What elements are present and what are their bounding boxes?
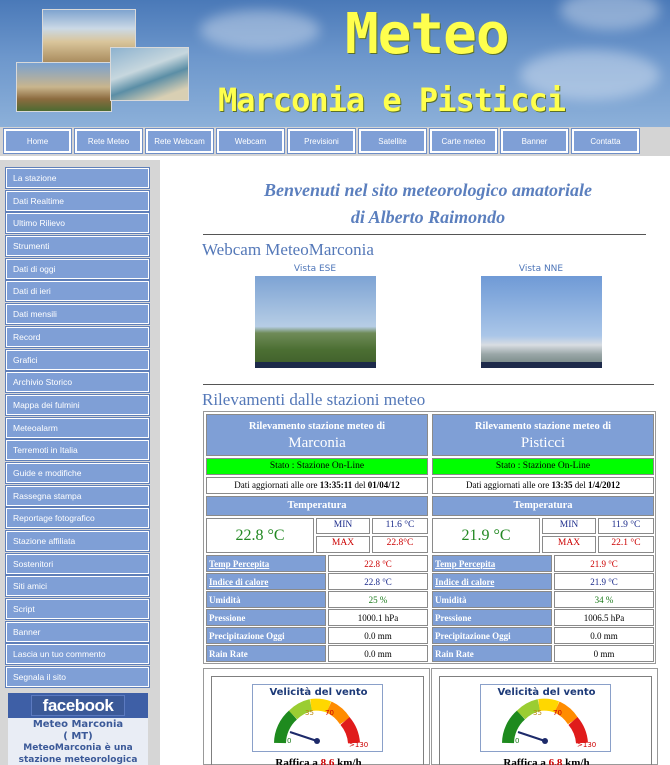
max-temperature: 22.1 °C bbox=[598, 536, 654, 553]
reading-value: 25 % bbox=[328, 591, 428, 608]
nav-home[interactable]: Home bbox=[4, 129, 71, 153]
reading-label: Precipitazione Oggi bbox=[432, 627, 552, 644]
gust-value: 6.8 bbox=[548, 757, 563, 765]
sidebar-item[interactable]: Dati di ieri bbox=[6, 281, 149, 301]
station-heading-label: Rilevamento stazione meteo di bbox=[474, 421, 612, 432]
sidebar-item[interactable]: Strumenti bbox=[6, 236, 149, 256]
nav-rete-meteo[interactable]: Rete Meteo bbox=[75, 129, 142, 153]
updated-time: 13:35 bbox=[551, 480, 573, 490]
webcam-nne-image[interactable] bbox=[481, 276, 602, 368]
fb-page-location: ( MT) bbox=[63, 731, 93, 742]
reading-value: 0.0 mm bbox=[328, 627, 428, 644]
sidebar-item[interactable]: Meteoalarm bbox=[6, 418, 149, 438]
sidebar-item[interactable]: Guide e modifiche bbox=[6, 463, 149, 483]
tick-70: 70 bbox=[325, 709, 334, 717]
reading-label: Indice di calore bbox=[206, 573, 326, 590]
gust-unit: km/h bbox=[337, 757, 362, 765]
updated-prefix: Dati aggiornati alle ore bbox=[234, 480, 318, 490]
station-name: Pisticci bbox=[520, 435, 566, 451]
gust-label: Raffica a bbox=[503, 757, 546, 765]
site-subtitle: Marconia e Pisticci bbox=[218, 81, 566, 119]
nav-previsioni[interactable]: Previsioni bbox=[288, 129, 355, 153]
sidebar-item[interactable]: Sostenitori bbox=[6, 554, 149, 574]
updated-prefix: Dati aggiornati alle ore bbox=[466, 480, 550, 490]
webcam-ese-image[interactable] bbox=[255, 276, 376, 368]
wind-gauge bbox=[480, 684, 611, 752]
gust-label: Raffica a bbox=[275, 757, 318, 765]
stations-table bbox=[203, 411, 656, 664]
gust-reading bbox=[212, 757, 425, 765]
tick-130: >130 bbox=[577, 741, 597, 749]
site-header bbox=[0, 0, 670, 127]
nav-contatta[interactable]: Contatta bbox=[572, 129, 639, 153]
station-status: Stato : Stazione On-Line bbox=[206, 458, 428, 475]
temperature-heading: Temperatura bbox=[206, 496, 428, 516]
fb-page-name[interactable]: Meteo Marconia bbox=[32, 719, 124, 730]
sidebar-item[interactable]: La stazione bbox=[6, 168, 149, 188]
nav-rete-webcam[interactable]: Rete Webcam bbox=[146, 129, 213, 153]
reading-label: Temp Percepita bbox=[206, 555, 326, 572]
max-label: MAX bbox=[542, 536, 596, 553]
reading-value: 1000.1 hPa bbox=[328, 609, 428, 626]
min-label: MIN bbox=[542, 518, 596, 534]
gust-value: 8.6 bbox=[320, 757, 335, 765]
sidebar bbox=[0, 160, 160, 765]
nav-banner[interactable]: Banner bbox=[501, 129, 568, 153]
cam1-label: Vista ESE bbox=[293, 264, 337, 274]
reading-value: 1006.5 hPa bbox=[554, 609, 654, 626]
station-name: Marconia bbox=[288, 435, 346, 451]
wind-gauge-title: Velicità del vento bbox=[497, 687, 596, 698]
gust-reading bbox=[440, 757, 653, 765]
reading-value: 21.9 °C bbox=[554, 555, 654, 572]
sidebar-item[interactable]: Dati Realtime bbox=[6, 191, 149, 211]
min-temperature: 11.9 °C bbox=[598, 518, 654, 534]
reading-value: 21.9 °C bbox=[554, 573, 654, 590]
reading-label: Umidità bbox=[432, 591, 552, 608]
updated-time: 13:35:11 bbox=[319, 480, 353, 490]
sidebar-item[interactable]: Record bbox=[6, 327, 149, 347]
station-updated bbox=[206, 477, 428, 494]
tick-35: 35 bbox=[305, 709, 314, 717]
temperature-heading: Temperatura bbox=[432, 496, 654, 516]
reading-label: Precipitazione Oggi bbox=[206, 627, 326, 644]
welcome-line1: Benvenuti nel sito meteorologico amatoriale bbox=[264, 180, 592, 200]
fb-desc-line1: MeteoMarconia è una bbox=[23, 743, 133, 753]
sidebar-item[interactable]: Mappa dei fulmini bbox=[6, 395, 149, 415]
reading-label: Temp Percepita bbox=[432, 555, 552, 572]
tick-0: 0 bbox=[515, 737, 520, 745]
sidebar-item[interactable]: Ultimo Rilievo bbox=[6, 213, 149, 233]
fb-desc-line2: stazione meteorologica bbox=[18, 755, 138, 765]
station-updated bbox=[432, 477, 654, 494]
reading-value: 0 mm bbox=[554, 645, 654, 662]
sidebar-item[interactable]: Stazione affiliata bbox=[6, 531, 149, 551]
wind-panel-marconia bbox=[203, 668, 430, 765]
reading-label: Pressione bbox=[432, 609, 552, 626]
tick-70: 70 bbox=[553, 709, 562, 717]
current-temperature: 22.8 °C bbox=[206, 518, 314, 553]
station-heading-label: Rilevamento stazione meteo di bbox=[248, 421, 386, 432]
updated-mid: del bbox=[574, 480, 586, 490]
sidebar-item[interactable]: Lascia un tuo commento bbox=[6, 644, 149, 664]
reading-value: 0.0 mm bbox=[554, 627, 654, 644]
tower-photo bbox=[16, 62, 112, 112]
updated-date: 1/4/2012 bbox=[587, 480, 620, 490]
sidebar-item[interactable]: Segnala il sito bbox=[6, 667, 149, 687]
gust-unit: km/h bbox=[565, 757, 590, 765]
reading-label: Umidità bbox=[206, 591, 326, 608]
updated-mid: del bbox=[354, 480, 366, 490]
min-label: MIN bbox=[316, 518, 370, 534]
min-temperature: 11.6 °C bbox=[372, 518, 428, 534]
tick-130: >130 bbox=[349, 741, 369, 749]
sidebar-item[interactable]: Banner bbox=[6, 622, 149, 642]
current-temperature: 21.9 °C bbox=[432, 518, 540, 553]
reading-label: Rain Rate bbox=[206, 645, 326, 662]
nav-carte-meteo[interactable]: Carte meteo bbox=[430, 129, 497, 153]
wind-gauge bbox=[252, 684, 383, 752]
wind-gauge-title: Velicità del vento bbox=[269, 687, 368, 698]
sidebar-item[interactable]: Reportage fotografico bbox=[6, 508, 149, 528]
wind-panel-pisticci bbox=[431, 668, 658, 765]
sidebar-item[interactable]: Archivio Storico bbox=[6, 372, 149, 392]
reading-label: Rain Rate bbox=[432, 645, 552, 662]
station-heading bbox=[432, 414, 654, 456]
welcome-line2: di Alberto Raimondo bbox=[350, 207, 506, 227]
beach-photo bbox=[110, 47, 189, 101]
nav-satellite[interactable]: Satellite bbox=[359, 129, 426, 153]
facebook-widget bbox=[8, 693, 148, 765]
divider bbox=[203, 234, 646, 235]
tick-0: 0 bbox=[287, 737, 292, 745]
stations-title: Rilevamenti dalle stazioni meteo bbox=[202, 390, 426, 409]
sidebar-item[interactable]: Terremoti in Italia bbox=[6, 440, 149, 460]
sidebar-item[interactable]: Siti amici bbox=[6, 576, 149, 596]
max-label: MAX bbox=[316, 536, 370, 553]
reading-value: 22.8 °C bbox=[328, 573, 428, 590]
sidebar-item[interactable]: Dati mensili bbox=[6, 304, 149, 324]
sidebar-item[interactable]: Rassegna stampa bbox=[6, 486, 149, 506]
station-heading bbox=[206, 414, 428, 456]
nav-webcam[interactable]: Webcam bbox=[217, 129, 284, 153]
sidebar-item[interactable]: Dati di oggi bbox=[6, 259, 149, 279]
sidebar-item[interactable]: Script bbox=[6, 599, 149, 619]
cam2-label: Vista NNE bbox=[518, 264, 564, 274]
reading-label: Indice di calore bbox=[432, 573, 552, 590]
max-temperature: 22.8°C bbox=[372, 536, 428, 553]
top-nav bbox=[0, 127, 670, 156]
tick-35: 35 bbox=[533, 709, 542, 717]
facebook-logo[interactable]: facebook bbox=[31, 695, 125, 716]
updated-date: 01/04/12 bbox=[367, 480, 400, 490]
reading-value: 22.8 °C bbox=[328, 555, 428, 572]
sidebar-item[interactable]: Grafici bbox=[6, 350, 149, 370]
reading-value: 34 % bbox=[554, 591, 654, 608]
reading-value: 0.0 mm bbox=[328, 645, 428, 662]
divider bbox=[203, 384, 654, 385]
reading-label: Pressione bbox=[206, 609, 326, 626]
site-title: Meteo bbox=[345, 2, 509, 67]
welcome-heading bbox=[200, 177, 656, 231]
webcam-title: Webcam MeteoMarconia bbox=[202, 240, 374, 259]
station-status: Stato : Stazione On-Line bbox=[432, 458, 654, 475]
